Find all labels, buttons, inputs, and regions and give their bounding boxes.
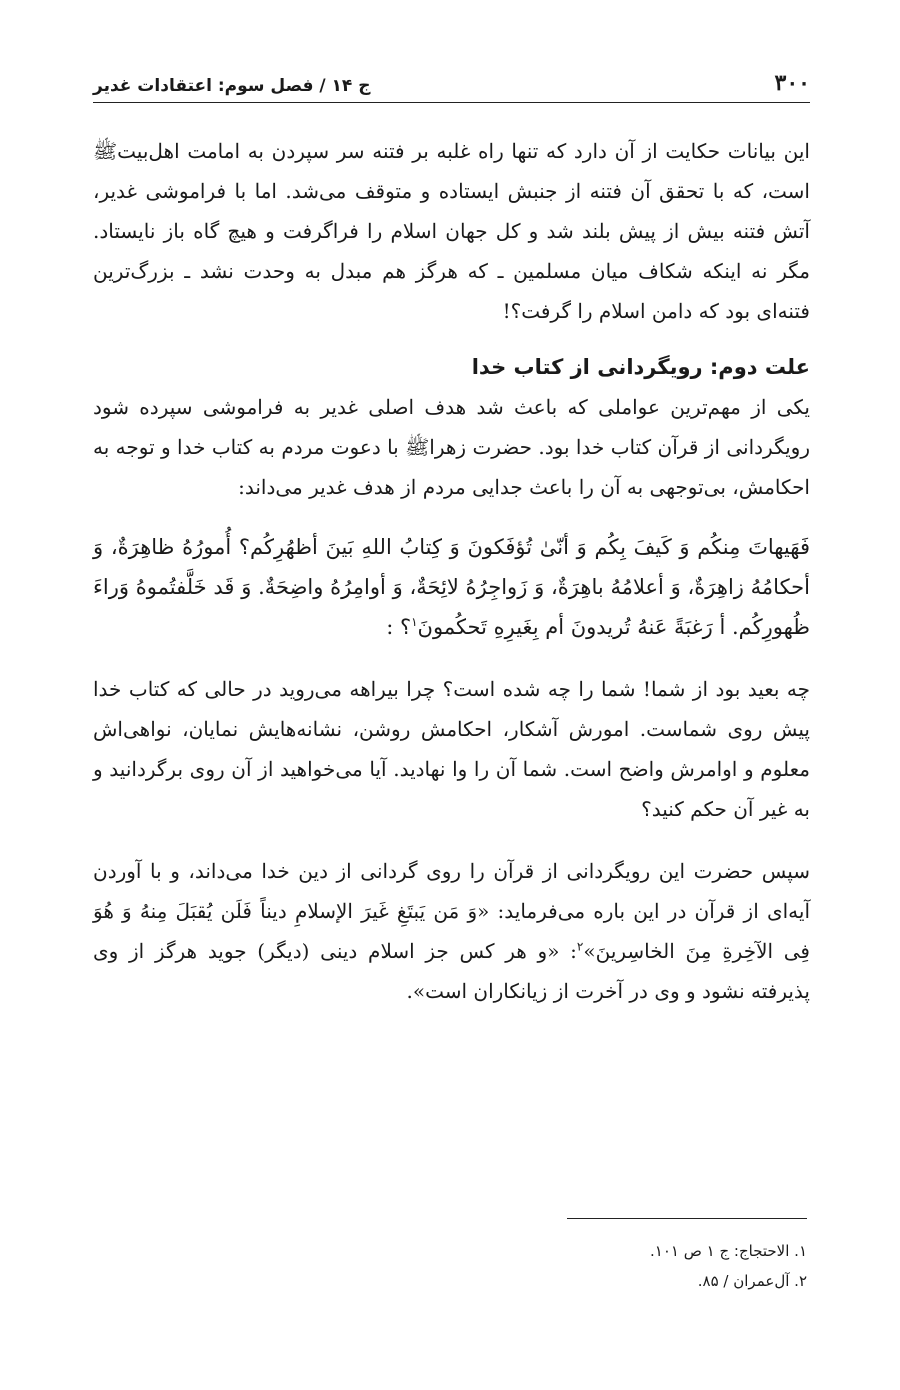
paragraph-2: یکی از مهم‌ترین عواملی که باعث شد هدف اصلی غدیر به فراموشی سپرده شود رویگردانی از قرآن کتاب خدا بود. حضرت زهراﷺ با دعوت مردم به کتاب خدا و توجه به احکامش، بی‌توجهی به آن را باعث جدایی مردم از هدف غدیر می‌داند: xyxy=(93,395,810,499)
section-heading: علت دوم: رویگردانی از کتاب خدا xyxy=(471,355,810,379)
arabic-quote xyxy=(93,527,810,647)
arabic-quote-text: فَهَیهاتَ مِنکُم وَ کَیفَ بِکُم وَ أنّیٰ تُؤفَکونَ وَ کِتابُ اللهِ بَینَ أظهُرِکُم؟ أُمورُهُ ظاهِرَةٌ، وَ أحکامُهُ زاهِرَةٌ، وَ أعلامُهُ باهِرَةٌ، وَ زَواجِرُهُ لائِحَةٌ، وَ أوامِرُهُ واضِحَةٌ. وَ قَد خَلَّفتُموهُ وَراءَ ظُهورِکُم. أ رَغبَةً عَنهُ تُریدونَ أم بِغَیرِهِ تَحکُمونَ xyxy=(93,535,810,639)
running-head: ج ۱۴ / فصل سوم: اعتقادات غدیر xyxy=(93,76,371,96)
paragraph-4 xyxy=(93,851,810,1011)
footnote-1: ۱. الاحتجاج: ج ۱ ص ۱۰۱. xyxy=(649,1242,807,1260)
paragraph-4-end: : «و هر کس جز اسلام دینی (دیگر) جوید هرگز از وی پذیرفته نشود و وی در آخرت از زیانکاران است». xyxy=(93,939,810,1003)
footnote-ref-1: ۱ xyxy=(411,615,418,629)
footnote-divider xyxy=(567,1218,807,1219)
footnotes xyxy=(407,1236,807,1296)
paragraph-1: این بیانات حکایت از آن دارد که تنها راه غلبه بر فتنه سر سپردن به امامت اهل‌بیت‌ﷺ است، که با تحقق آن فتنه از جنبش ایستاده و متوقف می‌شد. اما با فراموشی غدیر، آتش فتنه بیش از پیش بلند شد و کل جهان اسلام را فراگرفت و هیچ گاه باز نایستاد. مگر نه اینکه شکاف میان مسلمین ـ که هرگز هم مبدل به وحدت نشد ـ بزرگ‌ترین فتنه‌ای بود که دامن اسلام را گرفت؟! xyxy=(93,139,810,323)
footnote-2: ۲. آل‌عمران / ۸۵. xyxy=(697,1272,807,1290)
book-page xyxy=(93,62,810,1011)
arabic-quote-end: ؟ : xyxy=(386,615,412,639)
page-number: ۳۰۰ xyxy=(774,70,810,96)
paragraph-4-text: سپس حضرت این رویگردانی از قرآن را روی گردانی از دین خدا می‌داند، و با آوردن آیه‌ای از قرآن در این باره می‌فرماید: «وَ مَن یَبتَغِ غَیرَ الإسلامِ دیناً فَلَن یُقبَلَ مِنهُ وَ هُوَ فِی الآخِرةِ مِنَ الخاسِرینَ» xyxy=(93,859,810,963)
footnote-ref-2: ۲ xyxy=(576,939,584,954)
page-header xyxy=(93,62,810,103)
paragraph-3: چه بعید بود از شما! شما را چه شده است؟ چرا بیراهه می‌روید در حالی که کتاب خدا پیش روی شماست. امورش آشکار، احکامش روشن، نشانه‌هایش نمایان، نواهی‌اش معلوم و اوامرش واضح است. شما آن را وا نهادید. آیا می‌خواهید از آن روی برگردانید و به غیر آن حکم کنید؟ xyxy=(93,677,810,821)
